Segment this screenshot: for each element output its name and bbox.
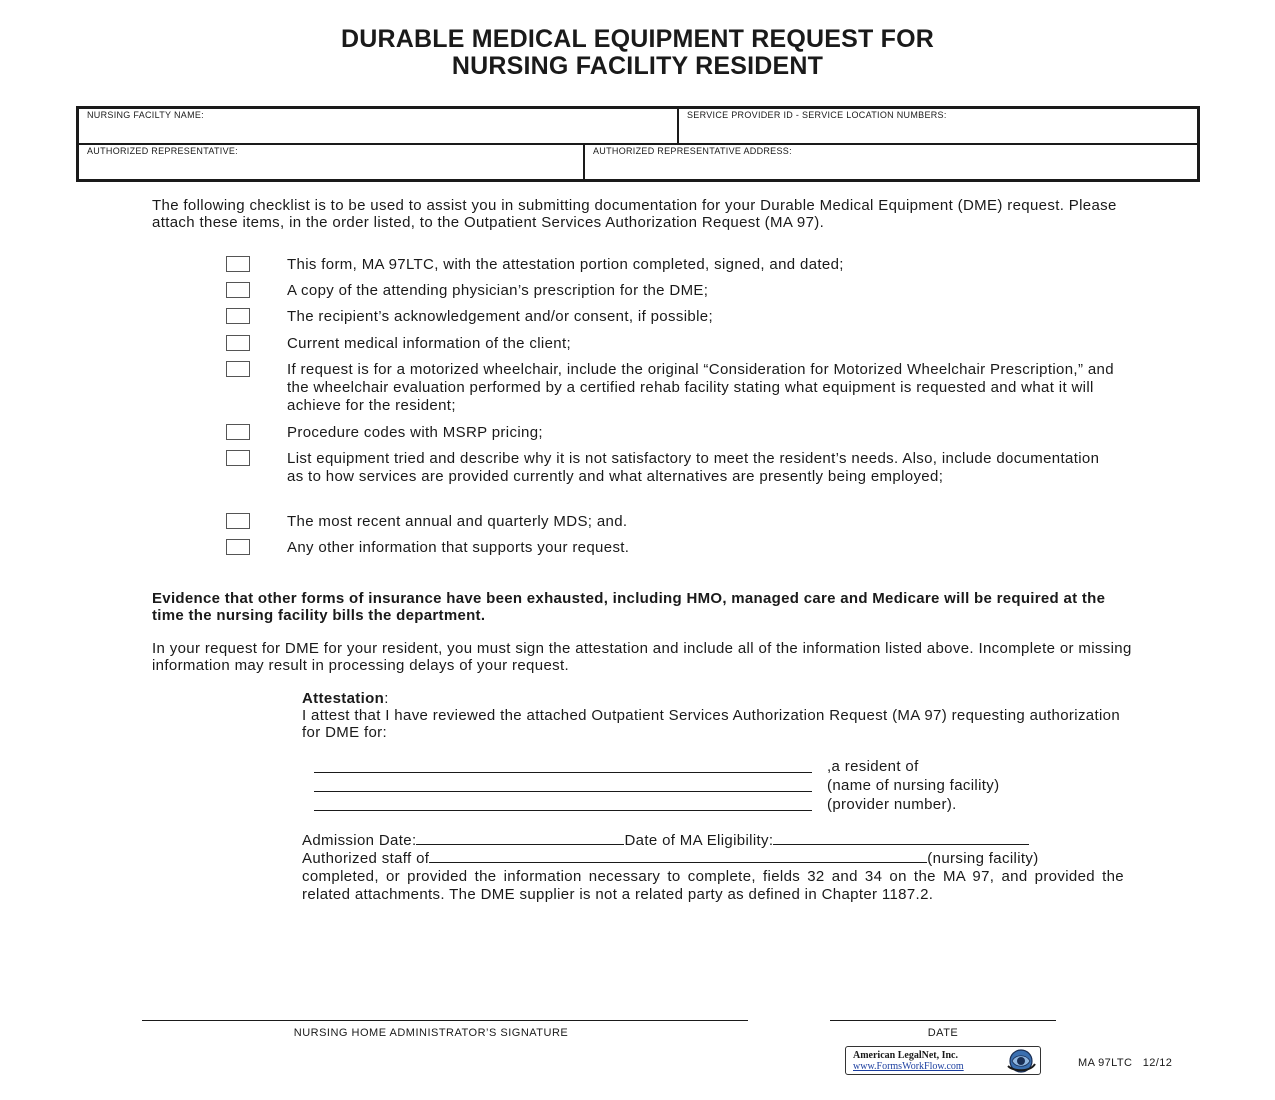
signature-date-label: DATE — [927, 1027, 959, 1039]
form-identifier — [1078, 1057, 1172, 1069]
evidence-notice: Evidence that other forms of insurance have been exhausted, including HMO, managed care and Medicare will be required at the time the nursing facility bills the department. — [152, 590, 1106, 624]
checklist-item-text: If request is for a motorized wheelchair, include the original “Consideration for Motorized Wheelchair Prescription,” and the wheelchair evaluation performed by a certified rehab facility stating what equipment is requested and what it will achieve for the resident; — [287, 361, 1114, 414]
checklist-item-text: Any other information that supports your request. — [287, 539, 630, 556]
checklist-item-text: A copy of the attending physician’s prescription for the DME; — [287, 282, 709, 299]
checklist-checkbox[interactable] — [226, 361, 250, 377]
authorized-representative-label: AUTHORIZED REPRESENTATIVE: — [87, 146, 238, 156]
administrator-signature-line[interactable] — [142, 1020, 748, 1021]
nursing-facility-name-label: (name of nursing facility) — [827, 777, 1000, 794]
ma-eligibility-label: Date of MA Eligibility: — [624, 832, 774, 849]
attestation-block — [302, 690, 1124, 741]
checklist-item-text: Procedure codes with MSRP pricing; — [287, 424, 543, 441]
provider-number-label: (provider number). — [827, 796, 957, 813]
globe-icon — [1004, 1048, 1038, 1074]
form-revision: 12/12 — [1142, 1057, 1173, 1069]
authorized-representative-address-label: AUTHORIZED REPRESENTATIVE ADDRESS: — [593, 146, 792, 156]
attestation-colon: : — [384, 690, 389, 707]
attestation-closing-text: completed, or provided the information necessary to complete, fields 32 and 34 on the MA 97, and provided the related attachments. The DME supplier is not a related party as defined in Chapter 1187.2. — [302, 868, 1124, 903]
resident-name-line[interactable] — [314, 772, 812, 773]
checklist-item-text: List equipment tried and describe why it is not satisfactory to meet the resident’s needs. Also, include documentation as to how services are provided currently and what alternatives are presently being employed; — [287, 450, 1100, 485]
nursing-facility-name-label: NURSING FACILTY NAME: — [87, 110, 204, 120]
logo-company-name: American LegalNet, Inc. — [853, 1050, 958, 1061]
logo-url-link[interactable]: www.FormsWorkFlow.com — [853, 1061, 964, 1072]
request-paragraph: In your request for DME for your resident, you must sign the attestation and include all of the information listed above. Incomplete or missing information may result in processing delays of your request. — [152, 640, 1132, 674]
admission-date-label: Admission Date: — [302, 832, 417, 849]
checklist-checkbox[interactable] — [226, 450, 250, 466]
authorized-representative-address-field[interactable] — [583, 145, 1197, 179]
checklist-checkbox[interactable] — [226, 424, 250, 440]
nursing-facility-suffix: (nursing facility) — [927, 850, 1039, 867]
header-row-2 — [79, 145, 1197, 179]
header-fields-table — [76, 106, 1200, 182]
authorized-representative-field[interactable] — [79, 145, 583, 179]
form-title-line-2: NURSING FACILITY RESIDENT — [451, 52, 824, 80]
dates-row — [302, 832, 1124, 850]
attestation-text: I attest that I have reviewed the attached Outpatient Services Authorization Request (MA 97) requesting authorization for DME for: — [302, 707, 1121, 741]
service-provider-id-field[interactable] — [677, 109, 1197, 143]
nursing-facility-name-field[interactable] — [79, 109, 677, 143]
header-row-1 — [79, 109, 1197, 145]
checklist-item-text: The recipient’s acknowledgement and/or consent, if possible; — [287, 308, 713, 325]
checklist-item-text: This form, MA 97LTC, with the attestation portion completed, signed, and dated; — [287, 256, 844, 273]
signature-date-line[interactable] — [830, 1020, 1056, 1021]
checklist-checkbox[interactable] — [226, 539, 250, 555]
authorized-staff-facility-line[interactable] — [429, 850, 927, 863]
authorized-staff-row — [302, 850, 1124, 868]
american-legalnet-logo[interactable] — [845, 1046, 1041, 1075]
ma-eligibility-date-line[interactable] — [773, 832, 1029, 845]
nursing-facility-name-line[interactable] — [314, 791, 812, 792]
form-title — [0, 26, 1275, 80]
checklist-checkbox[interactable] — [226, 282, 250, 298]
intro-paragraph: The following checklist is to be used to assist you in submitting documentation for your Durable Medical Equipment (DME) request. Please attach these items, in the order listed, to the Outpatient Services Authorization Request (MA 97). — [152, 197, 1117, 231]
attestation-details — [302, 832, 1124, 904]
checklist-checkbox[interactable] — [226, 308, 250, 324]
checklist-checkbox[interactable] — [226, 513, 250, 529]
provider-number-line[interactable] — [314, 810, 812, 811]
form-title-line-1: DURABLE MEDICAL EQUIPMENT REQUEST FOR — [340, 25, 935, 53]
checklist-item-text: Current medical information of the client; — [287, 335, 571, 352]
resident-of-label: ,a resident of — [827, 758, 919, 775]
checklist-checkbox[interactable] — [226, 256, 250, 272]
checklist-item-text: The most recent annual and quarterly MDS; and. — [287, 513, 628, 530]
admission-date-line[interactable] — [416, 832, 624, 845]
form-number: MA 97LTC — [1078, 1057, 1133, 1069]
checklist-checkbox[interactable] — [226, 335, 250, 351]
administrator-signature-label: NURSING HOME ADMINISTRATOR’S SIGNATURE — [293, 1027, 569, 1039]
service-provider-id-label: SERVICE PROVIDER ID - SERVICE LOCATION NUMBERS: — [687, 110, 947, 120]
authorized-staff-label: Authorized staff of — [302, 850, 430, 867]
attestation-title: Attestation — [302, 690, 385, 707]
